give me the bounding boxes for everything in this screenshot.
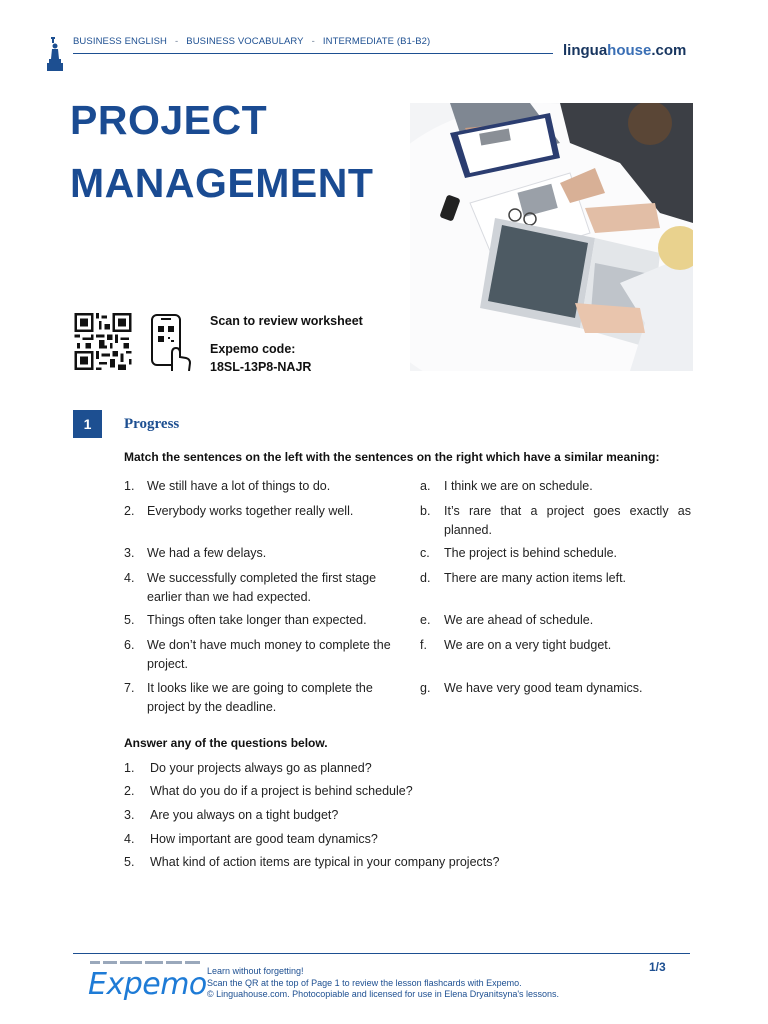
page-title-line-2: MANAGEMENT <box>70 160 374 206</box>
question-item: 5. What kind of action items are typical in your company projects? <box>124 855 500 869</box>
breadcrumb-item[interactable]: BUSINESS VOCABULARY <box>186 36 304 47</box>
brand-logo[interactable]: linguahouse.com <box>563 42 687 59</box>
scan-label: Scan to review worksheet <box>210 314 363 328</box>
qr-code[interactable] <box>73 313 133 370</box>
section-number: 1 <box>73 410 102 438</box>
cut-off-text-decoration <box>90 956 202 964</box>
expemo-code: 18SL-13P8-NAJR <box>210 360 312 374</box>
header-divider <box>73 53 553 54</box>
question-item: 4. How important are good team dynamics? <box>124 832 378 846</box>
page-title-line-1: PROJECT <box>70 97 268 143</box>
section-title: Progress <box>124 416 180 432</box>
footer-text <box>207 966 559 1001</box>
page-number: 1/3 <box>649 960 666 974</box>
footer-copyright: © Linguahouse.com. Photocopiable and licensed for use in Elena Dryanitsyna's lessons. <box>207 989 560 999</box>
footer-instructions: Scan the QR at the top of Page 1 to review the lesson flashcards with Expemo. <box>207 977 522 988</box>
breadcrumb-item[interactable]: BUSINESS ENGLISH <box>73 36 167 47</box>
scan-info <box>210 312 363 377</box>
question-item: 1. Do your projects always go as planned? <box>124 761 372 775</box>
footer-divider <box>73 953 690 954</box>
expemo-logo[interactable]: Expemo <box>88 967 207 1002</box>
phone-scan-icon <box>150 313 192 371</box>
question-item: 2. What do you do if a project is behind schedule? <box>124 784 413 798</box>
exercise-instruction: Match the sentences on the left with the sentences on the right which have a similar meaning: <box>124 450 660 464</box>
questions-heading: Answer any of the questions below. <box>124 736 328 750</box>
statue-of-liberty-icon <box>46 37 64 71</box>
expemo-code-label: Expemo code: <box>210 341 296 356</box>
business-meeting-photo <box>410 103 693 371</box>
breadcrumb: BUSINESS ENGLISH - BUSINESS VOCABULARY - INTERMEDIATE (B1-B2) <box>73 36 431 47</box>
breadcrumb-item[interactable]: INTERMEDIATE (B1-B2) <box>322 36 431 47</box>
question-item: 3. Are you always on a tight budget? <box>124 808 339 822</box>
footer-tagline: Learn without forgetting! <box>207 966 304 976</box>
